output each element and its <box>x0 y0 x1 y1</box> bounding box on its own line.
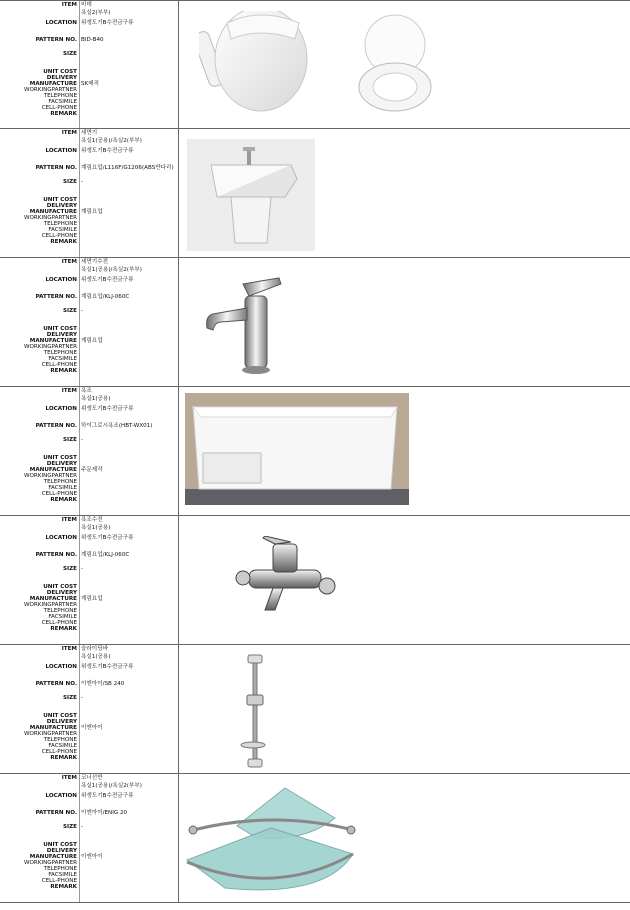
label-cellphone: CELL-PHONE <box>41 233 77 239</box>
product-image-cell <box>179 1 630 128</box>
label-unit-cost: UNIT COST <box>43 584 77 590</box>
label-delivery: DELIVERY <box>46 332 77 338</box>
field-values <box>80 516 179 644</box>
value-manufacture: 주문제작 <box>81 467 103 473</box>
label-facsimile: FACSIMILE <box>48 614 77 620</box>
label-remark: REMARK <box>50 239 77 245</box>
label-location: LOCATION <box>45 148 77 154</box>
label-cellphone: CELL-PHONE <box>41 362 77 368</box>
sliding-bar-photo <box>235 653 275 769</box>
label-workingpartner: WORKINGPARTNER <box>23 731 77 737</box>
value-loc1: 욕실2(부부) <box>81 10 111 16</box>
label-pattern: PATTERN NO. <box>35 552 77 558</box>
value-item: 세면기수전 <box>81 259 109 265</box>
product-row <box>0 258 630 387</box>
product-image-cell <box>179 387 630 515</box>
label-workingpartner: WORKINGPARTNER <box>23 87 77 93</box>
label-size: SIZE <box>63 179 77 185</box>
field-values <box>80 258 179 386</box>
product-row <box>0 387 630 516</box>
field-labels <box>0 129 80 257</box>
bidet-seat-photo <box>199 11 439 119</box>
label-pattern: PATTERN NO. <box>35 294 77 300</box>
label-facsimile: FACSIMILE <box>48 485 77 491</box>
label-manufacture: MANUFACTURE <box>29 467 77 473</box>
bathtub-photo <box>185 393 409 505</box>
label-item: ITEM <box>61 517 77 523</box>
label-pattern: PATTERN NO. <box>35 165 77 171</box>
label-telephone: TELEPHONE <box>43 608 77 614</box>
label-telephone: TELEPHONE <box>43 350 77 356</box>
label-remark: REMARK <box>50 368 77 374</box>
product-image-cell <box>179 516 630 644</box>
label-location: LOCATION <box>45 664 77 670</box>
label-item: ITEM <box>61 775 77 781</box>
field-labels <box>0 774 80 902</box>
label-size: SIZE <box>63 51 77 57</box>
label-telephone: TELEPHONE <box>43 93 77 99</box>
label-cellphone: CELL-PHONE <box>41 105 77 111</box>
value-loc1: 욕실1(공용) <box>81 654 111 660</box>
value-loc1: 욕실1(공용) <box>81 525 111 531</box>
value-loc1: 욕실1(공용)/욕실2(부부) <box>81 267 142 273</box>
value-manufacture: 이엔아이 <box>81 725 103 731</box>
field-values <box>80 774 179 902</box>
label-manufacture: MANUFACTURE <box>29 209 77 215</box>
label-telephone: TELEPHONE <box>43 866 77 872</box>
label-cellphone: CELL-PHONE <box>41 878 77 884</box>
value-pattern: 하이그로시욕조(HBT-WX01) <box>81 423 153 429</box>
value-size: - <box>81 695 84 701</box>
value-loc2: 위생도기B수전금구류 <box>81 793 134 799</box>
label-remark: REMARK <box>50 497 77 503</box>
value-manufacture: 계림요업 <box>81 338 103 344</box>
product-row <box>0 516 630 645</box>
label-pattern: PATTERN NO. <box>35 423 77 429</box>
label-item: ITEM <box>61 130 77 136</box>
value-loc2: 위생도기B수전금구류 <box>81 535 134 541</box>
value-manufacture: 이엔아이 <box>81 854 103 860</box>
label-delivery: DELIVERY <box>46 848 77 854</box>
value-pattern: 계림요업/L116F/G1206(ABS반다리) <box>81 165 174 171</box>
field-values <box>80 1 179 128</box>
value-manufacture: 계림요업 <box>81 596 103 602</box>
value-manufacture: SK매직 <box>81 81 100 87</box>
label-location: LOCATION <box>45 535 77 541</box>
value-item: 코너선반 <box>81 775 103 781</box>
label-cellphone: CELL-PHONE <box>41 749 77 755</box>
label-pattern: PATTERN NO. <box>35 810 77 816</box>
product-image-cell <box>179 645 630 773</box>
value-pattern: 이엔아이/ENIG 20 <box>81 810 128 816</box>
label-unit-cost: UNIT COST <box>43 455 77 461</box>
label-size: SIZE <box>63 437 77 443</box>
label-unit-cost: UNIT COST <box>43 326 77 332</box>
label-size: SIZE <box>63 566 77 572</box>
label-location: LOCATION <box>45 277 77 283</box>
label-telephone: TELEPHONE <box>43 737 77 743</box>
value-pattern: 계림요업/KLJ-060C <box>81 552 130 558</box>
product-image-cell <box>179 258 630 386</box>
label-manufacture: MANUFACTURE <box>29 596 77 602</box>
label-size: SIZE <box>63 695 77 701</box>
value-item: 세면기 <box>81 130 98 136</box>
product-row <box>0 0 630 129</box>
label-location: LOCATION <box>45 793 77 799</box>
value-item: 욕조수전 <box>81 517 103 523</box>
field-labels <box>0 645 80 773</box>
value-pattern: 계림요업/KLJ-060C <box>81 294 130 300</box>
label-remark: REMARK <box>50 111 77 117</box>
field-values <box>80 387 179 515</box>
label-telephone: TELEPHONE <box>43 221 77 227</box>
label-workingpartner: WORKINGPARTNER <box>23 344 77 350</box>
field-labels <box>0 1 80 128</box>
label-delivery: DELIVERY <box>46 75 77 81</box>
value-loc2: 위생도기B수전금구류 <box>81 406 134 412</box>
value-loc1: 욕실1(공용) <box>81 396 111 402</box>
label-unit-cost: UNIT COST <box>43 69 77 75</box>
label-remark: REMARK <box>50 626 77 632</box>
label-pattern: PATTERN NO. <box>35 37 77 43</box>
value-loc2: 위생도기B수전금구류 <box>81 20 134 26</box>
label-facsimile: FACSIMILE <box>48 356 77 362</box>
label-manufacture: MANUFACTURE <box>29 338 77 344</box>
label-location: LOCATION <box>45 20 77 26</box>
label-cellphone: CELL-PHONE <box>41 620 77 626</box>
label-unit-cost: UNIT COST <box>43 713 77 719</box>
product-image-cell <box>179 129 630 257</box>
label-facsimile: FACSIMILE <box>48 99 77 105</box>
label-cellphone: CELL-PHONE <box>41 491 77 497</box>
value-pattern: 이엔아이/SB 240 <box>81 681 125 687</box>
label-item: ITEM <box>61 2 77 8</box>
label-manufacture: MANUFACTURE <box>29 81 77 87</box>
value-loc2: 위생도기B수전금구류 <box>81 148 134 154</box>
field-labels <box>0 258 80 386</box>
value-size: - <box>81 308 84 314</box>
label-delivery: DELIVERY <box>46 719 77 725</box>
basin-faucet-photo <box>199 268 289 380</box>
field-labels <box>0 387 80 515</box>
label-unit-cost: UNIT COST <box>43 197 77 203</box>
field-values <box>80 645 179 773</box>
product-row <box>0 774 630 903</box>
label-facsimile: FACSIMILE <box>48 872 77 878</box>
value-item: 욕조 <box>81 388 92 394</box>
label-delivery: DELIVERY <box>46 203 77 209</box>
label-remark: REMARK <box>50 884 77 890</box>
value-size: - <box>81 179 84 185</box>
label-delivery: DELIVERY <box>46 590 77 596</box>
value-loc1: 욕실1(공용)/욕실2(부부) <box>81 783 142 789</box>
label-size: SIZE <box>63 824 77 830</box>
label-manufacture: MANUFACTURE <box>29 725 77 731</box>
corner-shelf-photo <box>185 780 357 904</box>
value-loc1: 욕실1(공용)/욕실2(부부) <box>81 138 142 144</box>
bath-faucet-photo <box>229 536 339 626</box>
label-pattern: PATTERN NO. <box>35 681 77 687</box>
label-workingpartner: WORKINGPARTNER <box>23 602 77 608</box>
label-remark: REMARK <box>50 755 77 761</box>
value-size: - <box>81 566 84 572</box>
value-loc2: 위생도기B수전금구류 <box>81 277 134 283</box>
label-item: ITEM <box>61 388 77 394</box>
label-workingpartner: WORKINGPARTNER <box>23 215 77 221</box>
label-facsimile: FACSIMILE <box>48 227 77 233</box>
value-size: - <box>81 437 84 443</box>
product-row <box>0 645 630 774</box>
field-values <box>80 129 179 257</box>
label-location: LOCATION <box>45 406 77 412</box>
field-labels <box>0 516 80 644</box>
label-item: ITEM <box>61 646 77 652</box>
label-workingpartner: WORKINGPARTNER <box>23 860 77 866</box>
product-row <box>0 129 630 258</box>
value-size: - <box>81 824 84 830</box>
value-item: 슬라이딩바 <box>81 646 109 652</box>
value-loc2: 위생도기B수전금구류 <box>81 664 134 670</box>
washbasin-photo <box>187 139 315 251</box>
label-size: SIZE <box>63 308 77 314</box>
value-manufacture: 계림요업 <box>81 209 103 215</box>
label-manufacture: MANUFACTURE <box>29 854 77 860</box>
product-image-cell <box>179 774 630 902</box>
label-facsimile: FACSIMILE <box>48 743 77 749</box>
label-item: ITEM <box>61 259 77 265</box>
label-delivery: DELIVERY <box>46 461 77 467</box>
label-unit-cost: UNIT COST <box>43 842 77 848</box>
label-workingpartner: WORKINGPARTNER <box>23 473 77 479</box>
label-telephone: TELEPHONE <box>43 479 77 485</box>
value-item: 비데 <box>81 2 92 8</box>
value-pattern: BID-B40 <box>81 37 104 43</box>
